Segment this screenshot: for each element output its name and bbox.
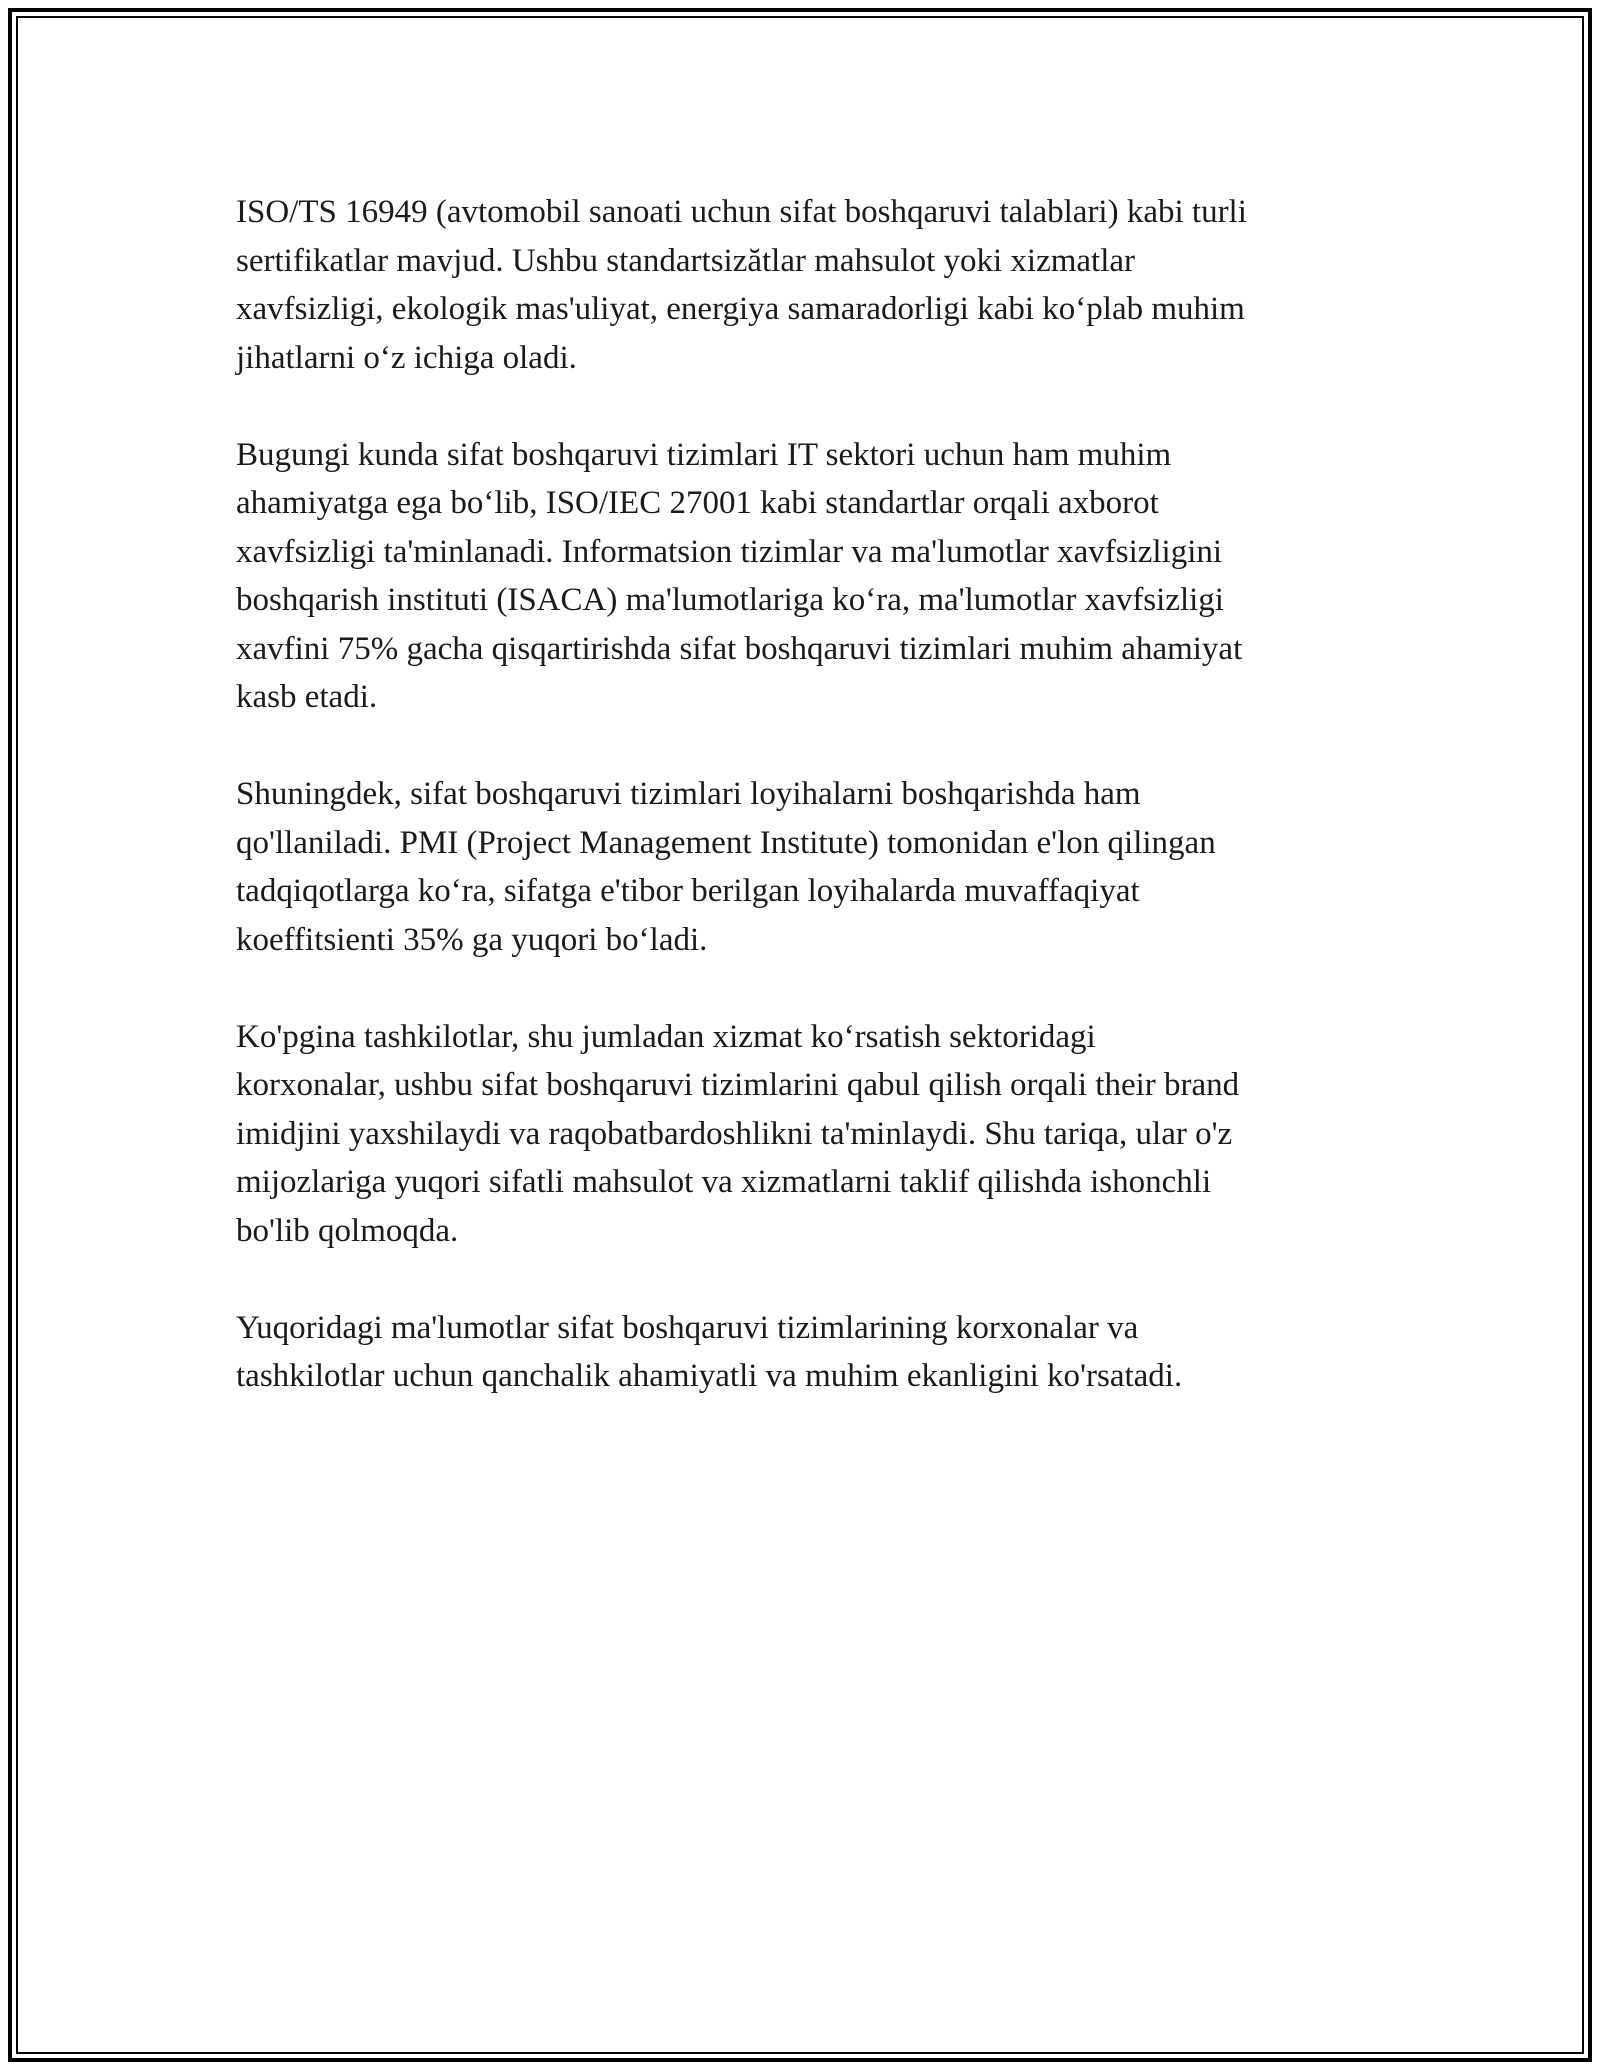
paragraph-organizations: Ko'pgina tashkilotlar, shu jumladan xizmat koʻrsatish sektoridagi korxonalar, ushbu sifat boshqaruvi tizimlarini qabul qilish orqali their brand imidjini yaxshilaydi va raqobatbardoshlikni ta'minlaydi. Shu tariqa, ular o'z mijozlariga yuqori sifatli mahsulot va xizmatlarni taklif qilishda ishonchli bo'lib qolmoqda. — [236, 1018, 1240, 1249]
paragraph-conclusion: Yuqoridagi ma'lumotlar sifat boshqaruvi tizimlarining korxonalar va tashkilotlar uchun qanchalik ahamiyatli va muhim ekanligini ko'rsatadi. — [236, 1309, 1183, 1394]
document-body — [236, 188, 1366, 1449]
paragraph-it-sector: Bugungi kunda sifat boshqaruvi tizimlari IT sektori uchun ham muhim ahamiyatga ega boʻlib, ISO/IEC 27001 kabi standartlar orqali axborot xavfsizligi ta'minlanadi. Informatsion tizimlar va ma'lumotlar xavfsizligini boshqarish instituti (ISACA) ma'lumotlariga koʻra, ma'lumotlar xavfsizligi xavfini 75% gacha qisqartirishda sifat boshqaruvi tizimlari muhim ahamiyat kasb etadi. — [236, 436, 1243, 715]
paragraph-certificates: ISO/TS 16949 (avtomobil sanoati uchun sifat boshqaruvi talablari) kabi turli sertifikatlar mavjud. Ushbu standartsizătlar mahsulot yoki xizmatlar xavfsizligi, ekologik mas'uliyat, energiya samaradorligi kabi koʻplab muhim jihatlarni oʻz ichiga oladi. — [236, 194, 1247, 376]
paragraph-project-management: Shuningdek, sifat boshqaruvi tizimlari loyihalarni boshqarishda ham qo'llaniladi. PMI (Project Management Institute) tomonidan e'lon qilingan tadqiqotlarga koʻra, sifatga e'tibor berilgan loyihalarda muvaffaqiyat koeffitsienti 35% ga yuqori boʻladi. — [236, 776, 1216, 958]
